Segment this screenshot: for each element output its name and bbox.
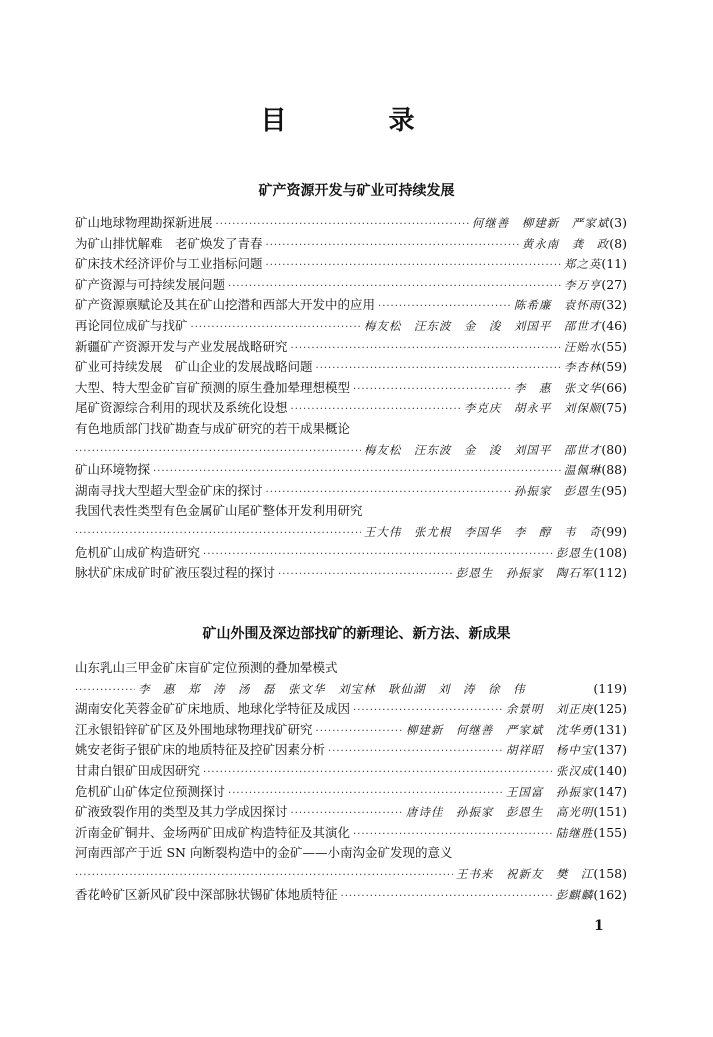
leader-dots <box>353 701 503 722</box>
leader-dots <box>75 524 361 545</box>
entry-page: (158) <box>593 865 627 881</box>
leader-dots <box>316 359 561 380</box>
entry-page: (125) <box>593 701 627 717</box>
toc-entry[interactable] <box>75 295 627 316</box>
entry-title: 新疆矿产资源开发与产业发展战略研究 <box>75 338 288 354</box>
entry-title[interactable]: 有色地质部门找矿勘查与成矿研究的若干成果概论 <box>75 420 351 436</box>
leader-dots <box>191 318 361 339</box>
entry-title: 矿液致裂作用的类型及其力学成因探讨 <box>75 804 288 820</box>
toc-entry[interactable] <box>75 234 627 255</box>
toc-entry[interactable] <box>75 378 627 399</box>
entry-title[interactable]: 我国代表性类型有色金属矿山尾矿整体开发利用研究 <box>75 503 363 519</box>
entry-page: (99) <box>601 523 627 539</box>
section-2-entries <box>75 658 627 905</box>
leader-dots <box>203 763 553 784</box>
entry-page: (59) <box>601 359 627 375</box>
entry-page: (119) <box>593 680 627 696</box>
entry-page: (88) <box>601 462 627 478</box>
page-number: 1 <box>594 918 604 934</box>
leader-dots <box>278 565 453 586</box>
entry-page: (147) <box>593 783 627 799</box>
toc-entry[interactable] <box>75 864 627 885</box>
entry-title: 姚安老街子银矿床的地质特征及控矿因素分析 <box>75 742 326 758</box>
entry-page: (32) <box>601 297 627 313</box>
entry-title[interactable]: 河南西部产于近 SN 向断裂构造中的金矿——小南沟金矿发现的意义 <box>75 845 453 861</box>
entry-authors: 柳建新 何继善 严家斌 沈华勇 <box>405 722 594 737</box>
entry-title: 尾矿资源综合利用的现状及系统化设想 <box>75 400 288 416</box>
toc-entry[interactable] <box>75 357 627 378</box>
toc-entry[interactable] <box>75 522 627 543</box>
entry-authors: 何继善 柳建新 严家斌 <box>471 216 610 230</box>
entry-title[interactable]: 山东乳山三甲金矿床盲矿定位预测的叠加晕模式 <box>75 660 338 675</box>
entry-title: 大型、特大型金矿盲矿预测的原生叠加晕理想模型 <box>75 379 351 395</box>
entry-page: (11) <box>601 256 627 272</box>
toc-entry[interactable] <box>75 782 627 803</box>
toc-entry[interactable] <box>75 460 627 481</box>
page-title: 目 录 <box>260 106 453 136</box>
entry-title: 矿产资源禀赋论及其在矿山挖潜和西部大开发中的应用 <box>75 297 376 313</box>
entry-page: (108) <box>593 544 627 560</box>
leader-dots <box>266 236 519 257</box>
entry-page: (3) <box>609 215 627 230</box>
entry-page: (46) <box>601 317 627 333</box>
leader-dots <box>291 339 561 360</box>
entry-page: (131) <box>593 721 627 737</box>
entry-authors: 郑之英 <box>563 257 602 272</box>
entry-page: (27) <box>601 276 627 292</box>
entry-title: 湖南寻找大型超大型金矿床的探讨 <box>75 482 263 498</box>
toc-entry[interactable] <box>75 440 627 461</box>
leader-dots <box>353 825 553 846</box>
leader-dots <box>153 462 561 483</box>
entry-title: 危机矿山成矿构造研究 <box>75 544 201 560</box>
toc-entry[interactable] <box>75 802 627 823</box>
leader-dots <box>203 545 553 566</box>
entry-title: 湖南安化芙蓉金矿矿床地质、地球化学特征及成因 <box>75 701 351 717</box>
entry-page: (8) <box>609 235 627 251</box>
entry-authors: 李 惠 张文华 <box>513 380 602 395</box>
toc-entry[interactable] <box>75 761 627 782</box>
toc-entry[interactable] <box>75 254 627 275</box>
section-heading-2: 矿山外围及深边部找矿的新理论、新方法、新成果 <box>202 626 511 642</box>
entry-authors: 王国富 孙振家 <box>505 784 594 799</box>
entry-title: 再论同位成矿与找矿 <box>75 317 188 333</box>
toc-entry[interactable] <box>75 275 627 296</box>
entry-authors: 彭麒麟 <box>555 887 594 902</box>
leader-dots <box>316 722 403 743</box>
entry-authors: 彭恩生 孙振家 陶石军 <box>455 566 594 581</box>
entry-title: 沂南金矿铜井、金场两矿田成矿构造特征及其演化 <box>75 824 351 840</box>
entry-title: 香花岭矿区新风矿段中深部脉状锡矿体地质特征 <box>75 886 338 902</box>
entry-title: 矿业可持续发展 矿山企业的发展战略问题 <box>75 359 313 375</box>
leader-dots <box>353 380 511 401</box>
leader-dots <box>228 784 503 805</box>
entry-authors: 梅友松 汪东波 金 浚 刘国平 邵世才 <box>363 442 602 457</box>
entry-authors: 唐诗佳 孙振家 彭恩生 高光明 <box>405 805 594 820</box>
entry-page: (162) <box>593 886 627 902</box>
entry-page: (80) <box>601 441 627 457</box>
section-1-entries <box>75 213 627 584</box>
entry-authors: 梅友松 汪东波 金 浚 刘国平 邵世才 <box>363 318 602 333</box>
entry-authors: 孙振家 彭恩生 <box>513 483 602 498</box>
toc-entry[interactable] <box>75 563 627 584</box>
entry-authors: 余景明 刘正庚 <box>505 702 594 717</box>
leader-dots <box>75 681 135 702</box>
leader-dots <box>75 442 361 463</box>
toc-entry[interactable] <box>75 720 627 741</box>
entry-page: (112) <box>593 565 627 581</box>
toc-entry[interactable] <box>75 213 627 234</box>
entry-title: 为矿山排忧解难 老矿焕发了青春 <box>75 235 263 251</box>
toc-entry[interactable] <box>75 337 627 358</box>
leader-dots <box>291 804 403 825</box>
leader-dots <box>216 215 469 236</box>
toc-entry[interactable] <box>75 543 627 564</box>
toc-entry[interactable] <box>75 699 627 720</box>
entry-authors: 李克庆 胡永平 刘保顺 <box>463 401 602 416</box>
leader-dots <box>75 866 453 887</box>
entry-page: (151) <box>593 804 627 820</box>
entry-page: (66) <box>601 379 627 395</box>
toc-entry[interactable] <box>75 316 627 337</box>
toc-entry[interactable] <box>75 398 627 419</box>
entry-authors: 王大伟 张尤根 李国华 李 醇 韦 奇 <box>363 524 602 539</box>
leader-dots <box>341 887 553 908</box>
toc-entry[interactable] <box>75 679 627 700</box>
leader-dots <box>291 400 461 421</box>
toc-entry[interactable] <box>75 481 627 502</box>
leader-dots <box>328 742 503 763</box>
entry-page: (95) <box>601 482 627 498</box>
entry-page: (140) <box>593 762 627 778</box>
entry-title: 脉状矿床成矿时矿液压裂过程的探讨 <box>75 565 276 581</box>
entry-authors: 张汉成 <box>555 763 594 778</box>
entry-title: 矿产资源与可持续发展问题 <box>75 276 226 292</box>
entry-authors: 王书来 祝新友 樊 江 <box>455 866 594 881</box>
section-heading-1: 矿产资源开发与矿业可持续发展 <box>258 183 455 199</box>
entry-title: 矿山环境物探 <box>75 462 151 478</box>
entry-authors: 李 惠 郑 涛 汤 磊 张文华 刘宝林 耿仙湖 刘 涛 徐 伟 <box>138 681 526 696</box>
entry-authors: 李万亨 <box>563 277 602 292</box>
entry-authors: 黄永南 龚 政 <box>521 236 610 251</box>
toc-entry[interactable] <box>75 740 627 761</box>
entry-title: 甘肃白银矿田成因研究 <box>75 762 201 778</box>
entry-authors: 温佩琳 <box>563 463 602 478</box>
entry-authors: 彭恩生 <box>555 545 594 560</box>
leader-dots <box>266 483 511 504</box>
entry-page: (155) <box>593 824 627 840</box>
toc-entry[interactable] <box>75 885 627 906</box>
leader-dots <box>266 256 561 277</box>
entry-title: 江永银铅锌矿矿区及外围地球物理找矿研究 <box>75 721 313 737</box>
entry-title: 矿床技术经济评价与工业指标问题 <box>75 256 263 272</box>
entry-page: (55) <box>601 338 627 354</box>
entry-title: 矿山地球物理勘探新进展 <box>75 215 213 230</box>
entry-authors: 李杏林 <box>563 360 602 375</box>
entry-authors: 陈希廉 袁怀雨 <box>513 298 602 313</box>
toc-entry[interactable] <box>75 823 627 844</box>
entry-page: (75) <box>601 400 627 416</box>
leader-dots <box>228 277 561 298</box>
entry-title: 危机矿山矿体定位预测探讨 <box>75 783 226 799</box>
entry-page: (137) <box>593 742 627 758</box>
entry-authors: 陆继胜 <box>555 825 594 840</box>
leader-dots <box>378 297 511 318</box>
entry-authors: 汪贻水 <box>563 339 602 354</box>
entry-authors: 胡祥昭 杨中宝 <box>505 743 594 758</box>
